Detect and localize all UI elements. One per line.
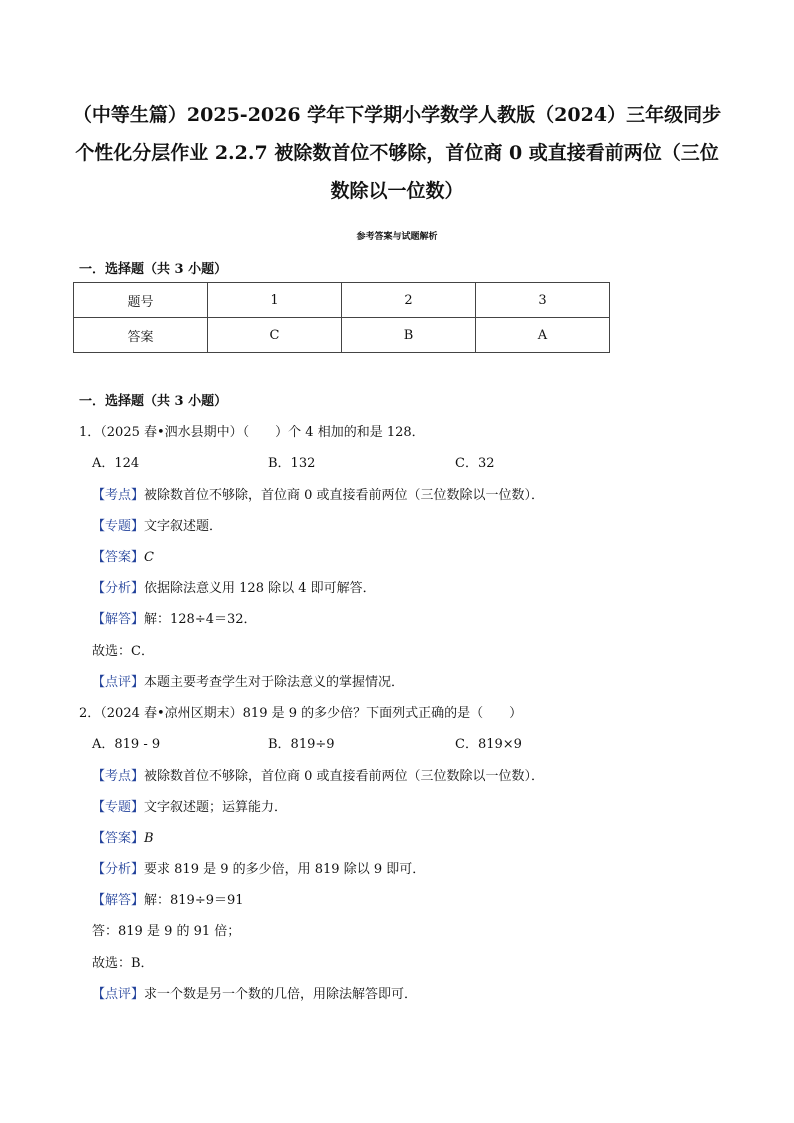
q2-jieda <box>92 889 244 908</box>
q2-daan <box>92 827 154 846</box>
answer-table <box>73 282 610 353</box>
dianping-tag: 【点评】 <box>92 987 145 1002</box>
q2-kaodian <box>92 765 544 784</box>
section-heading-questions: 一．选择题（共 3 小题） <box>79 394 228 409</box>
q1-kaodian-text: 被除数首位不够除，首位商 0 或直接看前两位（三位数除以一位数）． <box>144 488 545 503</box>
q1-kaodian <box>92 484 544 503</box>
jieda-tag: 【解答】 <box>92 893 145 908</box>
q1-fenxi <box>92 577 376 596</box>
q1-option-a: A．124 <box>92 456 140 471</box>
q2-option-c: C．819×9 <box>455 737 522 752</box>
q1-guxuan: 故选：C． <box>92 644 154 659</box>
zhuanti-tag: 【专题】 <box>92 519 145 534</box>
kaodian-tag: 【考点】 <box>92 769 145 784</box>
table-row <box>74 283 610 318</box>
title-line-1: （中等生篇）2025-2026 学年下学期小学数学人教版（2024）三年级同步 <box>72 104 722 126</box>
question-1-stem: 1．（2025 春•泗水县期中）（ ）个 4 相加的和是 128． <box>79 425 425 440</box>
q2-option-a: A．819 - 9 <box>92 737 161 752</box>
q1-daan <box>92 546 154 565</box>
q2-daan-text: B <box>144 831 154 846</box>
q2-kaodian-text: 被除数首位不够除，首位商 0 或直接看前两位（三位数除以一位数）． <box>144 769 545 784</box>
q1-dianping-text: 本题主要考查学生对于除法意义的掌握情况． <box>144 675 405 690</box>
table-row <box>74 318 610 353</box>
table-cell: C <box>208 318 342 353</box>
q2-fenxi-text: 要求 819 是 9 的多少倍，用 819 除以 9 即可． <box>144 862 426 877</box>
q2-guxuan: 故选：B． <box>92 956 154 971</box>
title-line-2: 个性化分层作业 2.2.7 被除数首位不够除，首位商 0 或直接看前两位（三位 <box>75 142 719 164</box>
question-2-stem: 2．（2024 春•凉州区期末）819 是 9 的多少倍？下面列式正确的是（ ） <box>79 706 523 721</box>
table-cell: B <box>342 318 476 353</box>
q2-option-b: B．819÷9 <box>268 737 335 752</box>
dianping-tag: 【点评】 <box>92 675 145 690</box>
q1-zhuanti <box>92 515 222 534</box>
q2-jieda-text: 解：819÷9＝91 <box>144 893 244 908</box>
q2-dianping <box>92 983 417 1002</box>
section-heading-answers: 一．选择题（共 3 小题） <box>79 262 228 277</box>
q1-jieda <box>92 608 257 627</box>
document-subtitle: 参考答案与试题解析 <box>356 232 438 242</box>
document-title <box>60 96 734 210</box>
table-cell: 1 <box>208 283 342 318</box>
zhuanti-tag: 【专题】 <box>92 800 145 815</box>
q2-zhuanti <box>92 796 287 815</box>
table-cell: 2 <box>342 283 476 318</box>
q2-zhuanti-text: 文字叙述题；运算能力． <box>144 800 288 815</box>
table-cell: 题号 <box>74 283 208 318</box>
table-cell: 答案 <box>74 318 208 353</box>
kaodian-tag: 【考点】 <box>92 488 145 503</box>
q1-zhuanti-text: 文字叙述题． <box>144 519 223 534</box>
q2-fenxi <box>92 858 425 877</box>
table-cell: 3 <box>476 283 610 318</box>
q2-dianping-text: 求一个数是另一个数的几倍，用除法解答即可． <box>144 987 418 1002</box>
q1-fenxi-text: 依据除法意义用 128 除以 4 即可解答． <box>144 581 376 596</box>
q2-answer-line: 答：819 是 9 的 91 倍； <box>92 924 241 939</box>
fenxi-tag: 【分析】 <box>92 862 145 877</box>
daan-tag: 【答案】 <box>92 831 145 846</box>
q1-option-c: C．32 <box>455 456 495 471</box>
daan-tag: 【答案】 <box>92 550 145 565</box>
fenxi-tag: 【分析】 <box>92 581 145 596</box>
q1-option-b: B．132 <box>268 456 316 471</box>
q1-dianping <box>92 671 404 690</box>
q1-daan-text: C <box>144 550 154 565</box>
jieda-tag: 【解答】 <box>92 612 145 627</box>
q1-jieda-text: 解：128÷4＝32． <box>144 612 257 627</box>
table-cell: A <box>476 318 610 353</box>
title-line-3: 数除以一位数） <box>330 180 464 202</box>
